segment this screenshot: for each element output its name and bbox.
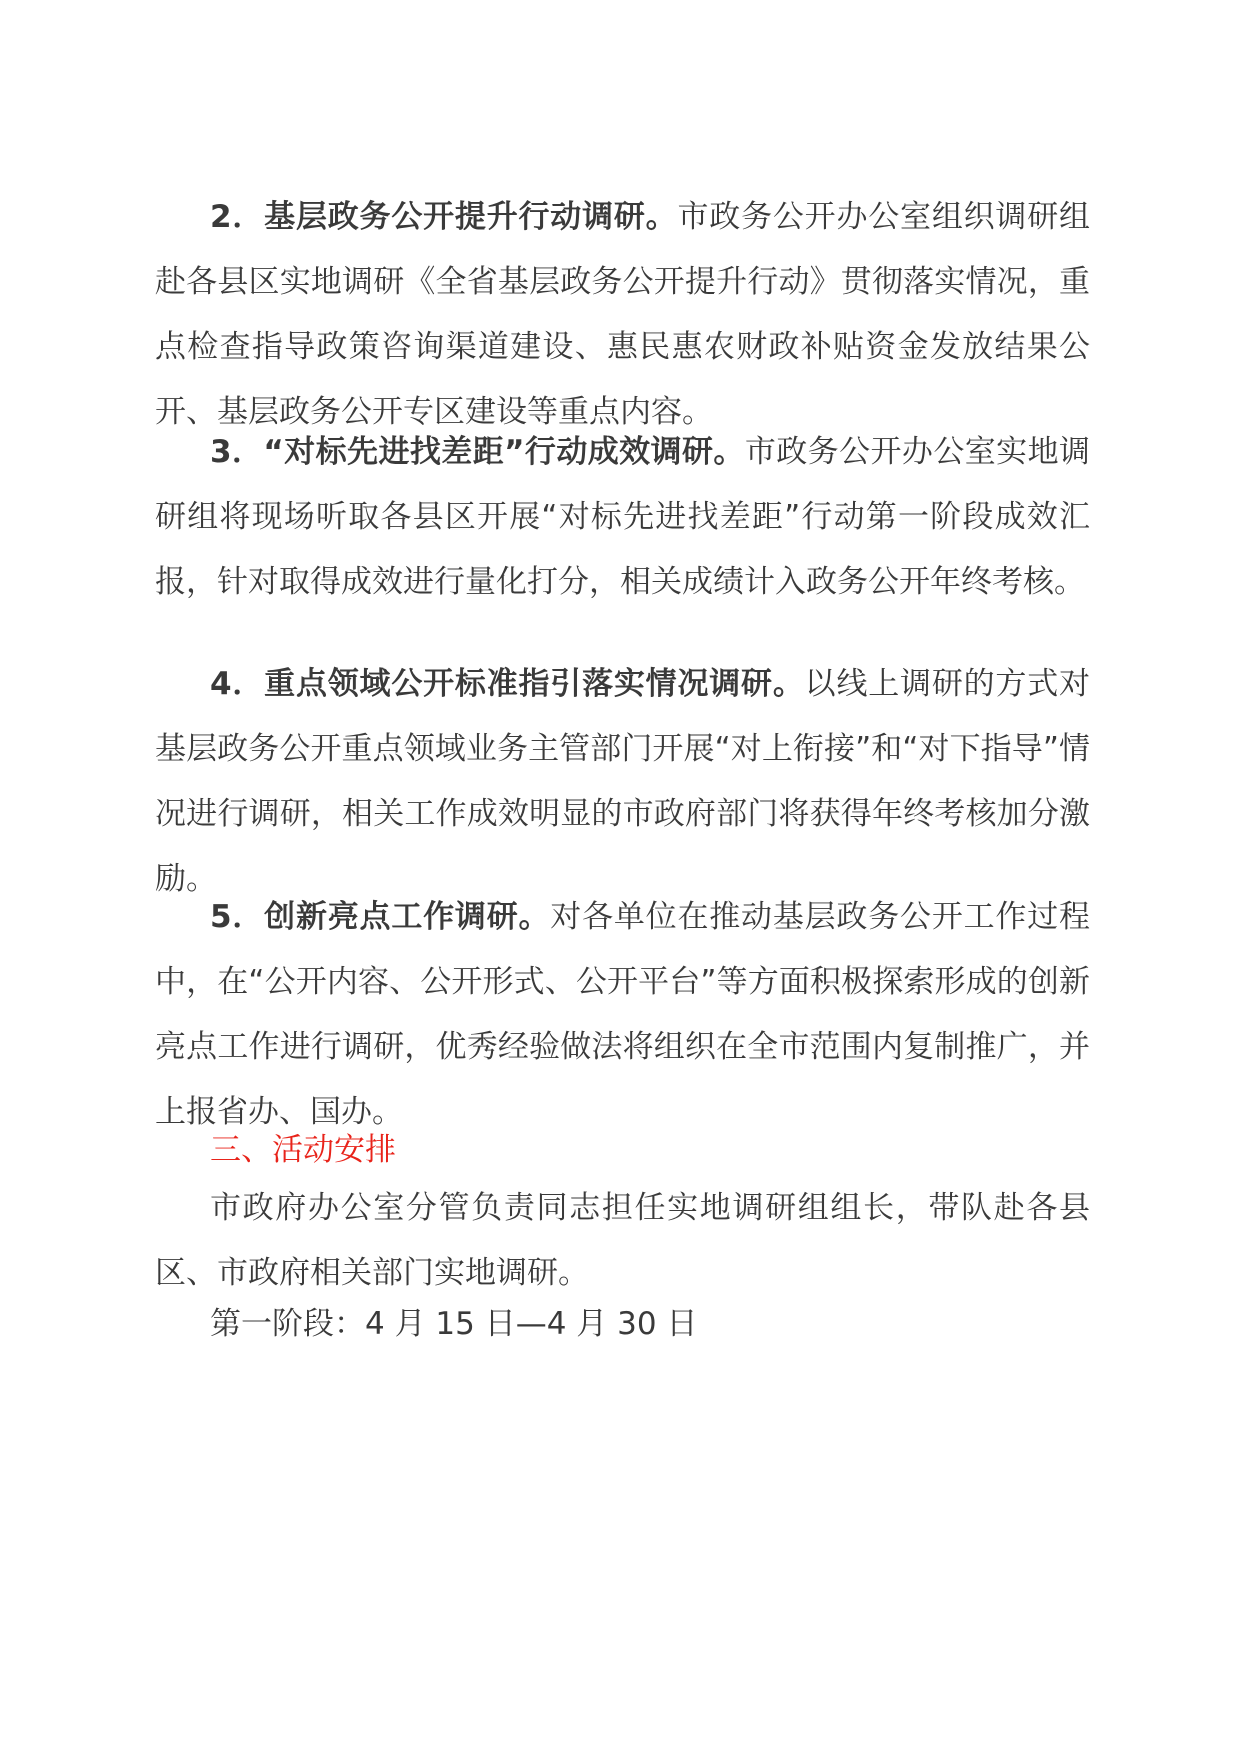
item-3-body: 市政务公开办公室实地调研组将现场听取各县区开展“对标先进找差距”行动第一阶段成效汇报，针对取得成效进行量化打分，相关成绩计入政务公开年终考核。 [155,434,1090,600]
item-2-body: 市政务公开办公室组织调研组赴各县区实地调研《全省基层政务公开提升行动》贯彻落实情况，重点检查指导政策咨询渠道建设、惠民惠农财政补贴资金发放结果公开、基层政务公开专区建设等重点内容。 [155,199,1091,430]
paragraph-arrangement: 市政府办公室分管负责同志担任实地调研组组长，带队赴各县区、市政府相关部门实地调研。 [155,1190,1090,1291]
item-4-title: 4．重点领域公开标准指引落实情况调研。 [210,666,805,702]
item-5-body: 对各单位在推动基层政务公开工作过程中，在“公开内容、公开形式、公开平台”等方面积极探索形成的创新亮点工作进行调研，优秀经验做法将组织在全市范围内复制推广，并上报省办、国办。 [155,899,1090,1130]
paragraph-item-5 [155,885,1090,1145]
item-4-body: 以线上调研的方式对基层政务公开重点领域业务主管部门开展“对上衔接”和“对下指导”情况进行调研，相关工作成效明显的市政府部门将获得年终考核加分激励。 [155,666,1091,897]
item-3-title: 3．“对标先进找差距”行动成效调研。 [210,434,745,470]
paragraph-item-4 [155,652,1090,912]
item-2-title: 2．基层政务公开提升行动调研。 [210,199,678,235]
phase-one-dates: 第一阶段：4 月 15 日—4 月 30 日 [210,1306,698,1342]
item-5-title: 5．创新亮点工作调研。 [210,899,551,935]
paragraph-item-3 [155,420,1090,615]
section-heading: 三、活动安排 [210,1132,396,1168]
paragraph-item-2 [155,185,1090,445]
